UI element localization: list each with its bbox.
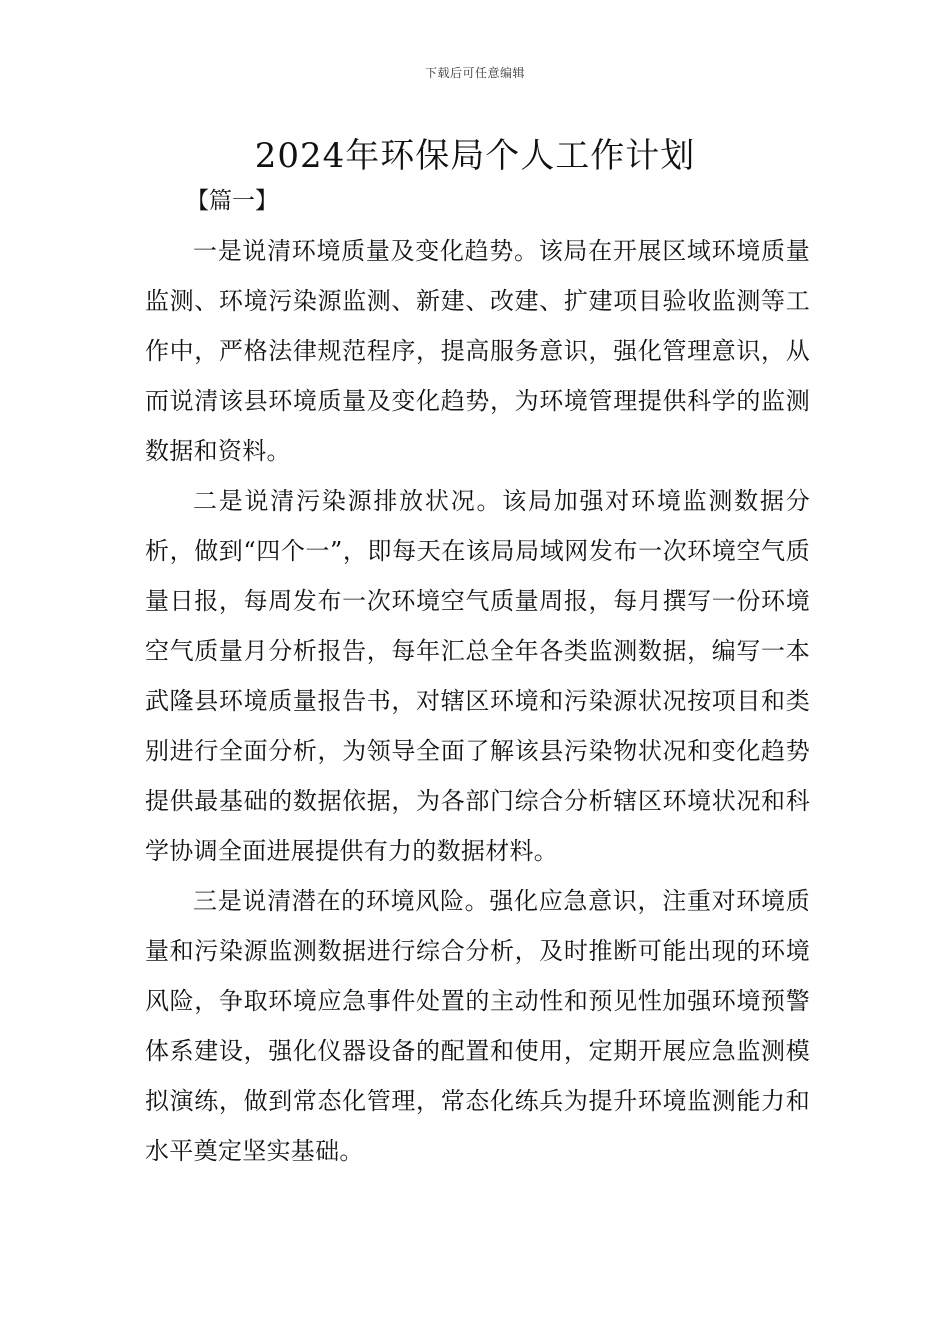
paragraph-1: 一是说清环境质量及变化趋势。该局在开展区域环境质量监测、环境污染源监测、新建、改建、扩建项目验收监测等工作中，严格法律规范程序，提高服务意识，强化管理意识，从而说清该县环境质量及变化趋势，为环境管理提供科学的监测数据和资料。 bbox=[145, 237, 810, 465]
paragraph-2: 二是说清污染源排放状况。该局加强对环境监测数据分析，做到“四个一”，即每天在该局局域网发布一次环境空气质量日报，每周发布一次环境空气质量周报，每月撰写一份环境空气质量月分析报告，每年汇总全年各类监测数据，编写一本武隆县环境质量报告书，对辖区环境和污染源状况按项目和类别进行全面分析，为领导全面了解该县污染物状况和变化趋势提供最基础的数据依据，为各部门综合分析辖区环境状况和科学协调全面进展提供有力的数据材料。 bbox=[145, 487, 810, 865]
paragraph-3: 三是说清潜在的环境风险。强化应急意识，注重对环境质量和污染源监测数据进行综合分析，及时推断可能出现的环境风险，争取环境应急事件处置的主动性和预见性加强环境预警体系建设，强化仪器设备的配置和使用，定期开展应急监测模拟演练，做到常态化管理，常态化练兵为提升环境监测能力和水平奠定坚实基础。 bbox=[145, 887, 810, 1165]
section-label: 【篇一】 bbox=[186, 188, 278, 214]
document-title: 2024年环保局个人工作计划 bbox=[254, 136, 696, 176]
header-note: 下载后可任意编辑 bbox=[424, 66, 525, 80]
document-body bbox=[145, 226, 810, 1176]
